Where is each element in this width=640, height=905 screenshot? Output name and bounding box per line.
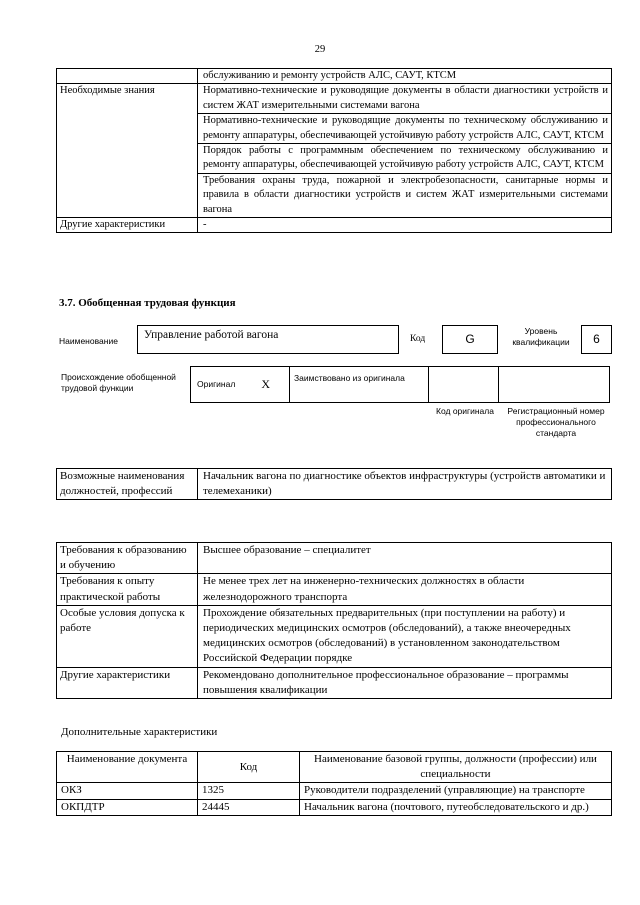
level-label: Уровень квалификации — [512, 326, 570, 347]
table-cell: Особые условия допуска к работе — [57, 605, 198, 667]
origin-row — [191, 366, 612, 403]
table-row — [57, 574, 612, 605]
additional-title: Дополнительные характеристики — [61, 726, 218, 738]
name-label: Наименование — [59, 336, 118, 346]
column-header: Наименование документа — [57, 752, 198, 783]
name-value: Управление работой вагона — [137, 325, 399, 354]
column-header: Наименование базовой группы, должности (профессии) или специальности — [300, 752, 612, 783]
table-cell: Требования охраны труда, пожарной и электробезопасности, санитарные нормы и правила в области диагностики устройств и систем ЖАТ измерительными системами вагона — [198, 173, 612, 217]
table-cell: ОКПДТР — [57, 799, 198, 815]
table-cell — [57, 69, 198, 84]
original-cell — [190, 366, 290, 403]
table-cell: Требования к опыту практической работы — [57, 574, 198, 605]
table-cell: Требования к образованию и обучению — [57, 543, 198, 574]
code-label: Код — [410, 334, 426, 344]
original-mark: X — [261, 377, 270, 391]
original-code-caption: Код оригинала — [436, 406, 494, 416]
professions-table — [56, 468, 612, 500]
table-cell: Прохождение обязательных предварительных (при поступлении на работу) и периодических медицинских осмотров (обследований), а также внеочередных медицинских осмотров (обследований) в установленном законодательством Российской Федерации порядке — [198, 605, 612, 667]
level-value: 6 — [581, 325, 612, 354]
page-number: 29 — [314, 44, 326, 55]
reg-number-caption: Регистрационный номер профессионального стандарта — [507, 406, 605, 438]
table-row — [57, 605, 612, 667]
table-cell: - — [198, 218, 612, 233]
table-header-row — [57, 752, 612, 783]
table-cell: 1325 — [198, 783, 300, 799]
table-cell: 24445 — [198, 799, 300, 815]
table-cell: Начальник вагона (почтового, путеобследовательского и др.) — [300, 799, 612, 815]
table-cell: Начальник вагона по диагностике объектов инфраструктуры (устройств автоматики и телемеханики) — [198, 469, 612, 500]
table-row — [57, 799, 612, 815]
table-cell: Нормативно-технические и руководящие документы по техническому обслуживанию и ремонту аппаратуры, обеспечивающей устойчивую работу устройств АЛС, САУТ, КТСМ — [198, 114, 612, 144]
table-cell: Нормативно-технические и руководящие документы в области диагностики устройств и систем ЖАТ измерительными системами вагона — [198, 84, 612, 114]
table-cell: Другие характеристики — [57, 667, 198, 698]
borrowed-cell: Заимствовано из оригинала — [289, 366, 429, 403]
table-cell: Рекомендовано дополнительное профессиональное образование – программы повышения квалификации — [198, 667, 612, 698]
table-row — [57, 69, 612, 84]
table-row — [57, 84, 612, 114]
table-row — [57, 667, 612, 698]
original-label: Оригинал — [197, 379, 236, 389]
table-cell: Возможные наименования должностей, профессий — [57, 469, 198, 500]
table-cell: Порядок работы с программным обеспечением по техническому обслуживанию и ремонту аппаратуры, обеспечивающей устойчивую работу устройств АЛС, САУТ, КТСМ — [198, 144, 612, 174]
table-row — [57, 543, 612, 574]
table-cell: Не менее трех лет на инженерно-технических должностях в области железнодорожного транспорта — [198, 574, 612, 605]
code-value: G — [442, 325, 498, 354]
table-cell: Необходимые знания — [57, 84, 198, 218]
table-cell: Руководители подразделений (управляющие) на транспорте — [300, 783, 612, 799]
table-cell: обслуживанию и ремонту устройств АЛС, САУТ, КТСМ — [198, 69, 612, 84]
section-title: 3.7. Обобщенная трудовая функция — [59, 297, 236, 309]
table-row — [57, 218, 612, 233]
table-row — [57, 783, 612, 799]
requirements-table — [56, 542, 612, 699]
reg-number-cell — [498, 366, 610, 403]
table-cell: Другие характеристики — [57, 218, 198, 233]
origin-label: Происхождение обобщенной трудовой функции — [61, 372, 176, 393]
additional-table — [56, 751, 612, 816]
knowledge-table — [56, 68, 612, 233]
column-header: Код — [198, 752, 300, 783]
original-code-cell — [428, 366, 499, 403]
table-row — [57, 469, 612, 500]
table-cell: Высшее образование – специалитет — [198, 543, 612, 574]
table-cell: ОКЗ — [57, 783, 198, 799]
